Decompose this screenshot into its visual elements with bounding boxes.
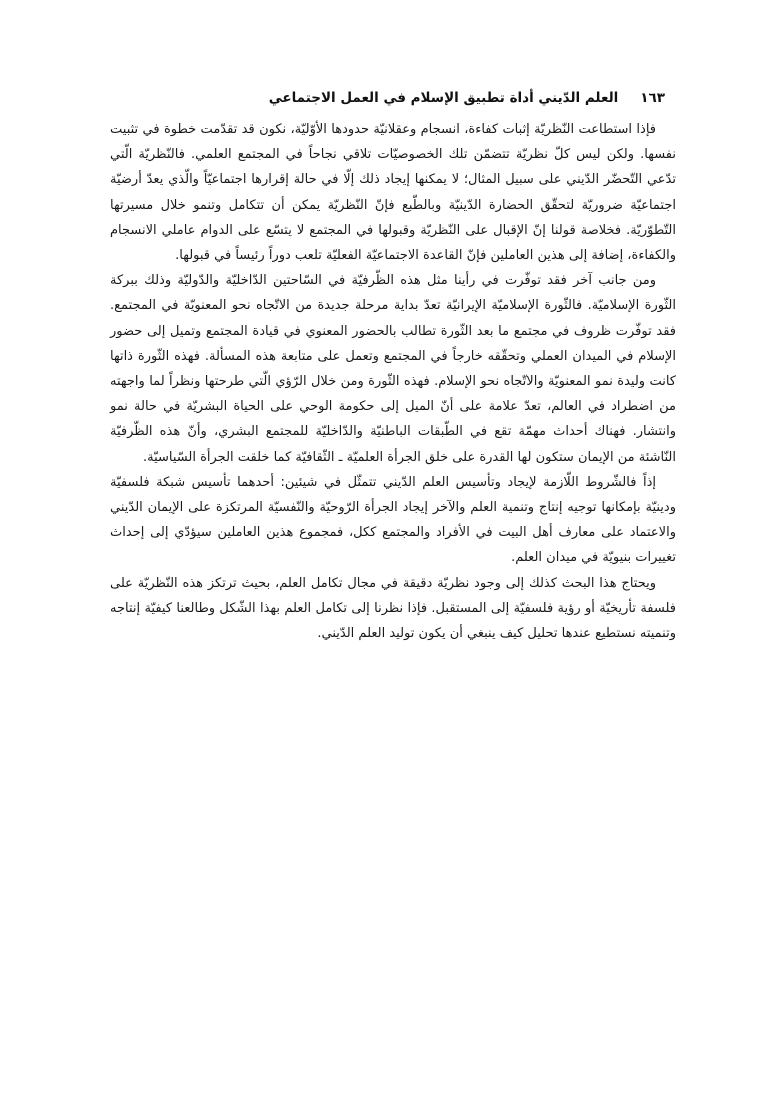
- body-text: [110, 117, 676, 646]
- paragraph: ويحتاج هذا البحث كذلك إلى وجود نظريّة دقيقة في مجال تكامل العلم، بحيث ترتكز هذه النّظريّة على فلسفة تأريخيّة أو رؤية فلسفيّة إلى المستقبل. فإذا نظرنا إلى تكامل العلم بهذا الشّكل وطالعنا كيفيّة إنتاجه وتنميته نستطيع عندها تحليل كيف ينبغي أن يكون توليد العلم الدّيني.: [110, 575, 676, 642]
- paragraph: إذاً فالشّروط اللّازمة لإيجاد وتأسيس العلم الدّيني تتمثّل في شيئين: أحدهما تأسيس شبكة فلسفيّة ودينيّة بإمكانها توجيه إنتاج وتنمية العلم والآخر إيجاد الجرأة الرّوحيّة والنّفسيّة المرتكزة على الإيمان الدّيني والاعتماد على معارف أهل البيت في الأفراد والمجتمع ككل، فمجموع هذين العاملين سيؤدّي إلى إحداث تغييرات بنيويّة في ميدان العلم.: [110, 474, 676, 566]
- page-number: ١٦٣: [640, 90, 665, 106]
- running-header: [125, 90, 665, 112]
- paragraph: فإذا استطاعت النّظريّة إثبات كفاءة، انسجام وعقلانيّة حدودها الأوّليّة، نكون قد تقدّمت خطوة في تثبيت نفسها. ولكن ليس كلّ نظريّة تتضمّن تلك الخصوصيّات تلاقي نجاحاً في المجتمع العلمي. فالنّظريّة الّتي تدّعي التّحضّر الدّيني على سبيل المثال؛ لا يمكنها إيجاد ذلك إلّا في حالة إقرارها اجتماعيّاً والّذي يعدّ أرضيّة اجتماعيّة ضروريّة لتحقّق الحضارة الدّينيّة وبالطّبع فإنّ النّظريّة يمكن أن تتكامل وتنمو خلال مسيرتها التّطوّريّة. فخلاصة قولنا إنّ الإقبال على النّظريّة وقبولها في المجتمع لا يتسّع على الدوام عاملي الانسجام والكفاءة، إضافة إلى هذين العاملين فإنّ القاعدة الاجتماعيّة الفعليّة تلعب دوراً رئيساً في قبولها.: [110, 122, 676, 264]
- paragraph: ومن جانب آخر فقد توفّرت في رأينا مثل هذه الظّرفيّة في السّاحتين الدّاخليّة والدّوليّة وذلك ببركة الثّورة الإسلاميّة. فالثّورة الإسلاميّة الإيرانيّة تعدّ بداية مرحلة جديدة من الاتّجاه نحو المعنويّة في المجتمع. فقد توفّرت ظروف في مجتمع ما بعد الثّورة تطالب بالحضور المعنوي في قيادة المجتمع وتميل إلى حضور الإسلام في الميدان العملي وتحقّقه خارجاً في المجتمع وتعمل على متابعة هذه المسألة. فهذه الثّورة ذاتها كانت وليدة نمو المعنويّة والاتّجاه نحو الإسلام. فهذه الثّورة ومن خلال الرّؤي الّتي طرحتها ونظراً لما واجهته من اضطراد في العالم، تعدّ علامة على أنّ الميل إلى حكومة الوحي على الحياة البشريّة في حالة نمو وانتشار. فهناك أحداث مهمّة تقع في الطّبقات الباطنيّة والدّاخليّة للمجتمع البشري، وأنّ هذه الظّرفيّة النّاشئة من الإيمان ستكون لها القدرة على خلق الجرأة العلميّة ـ الثّقافيّة كما خلقت الجرأة السّياسيّة.: [110, 273, 676, 465]
- running-title: العلم الدّيني أداة تطبيق الإسلام في العمل الاجتماعي: [268, 90, 619, 106]
